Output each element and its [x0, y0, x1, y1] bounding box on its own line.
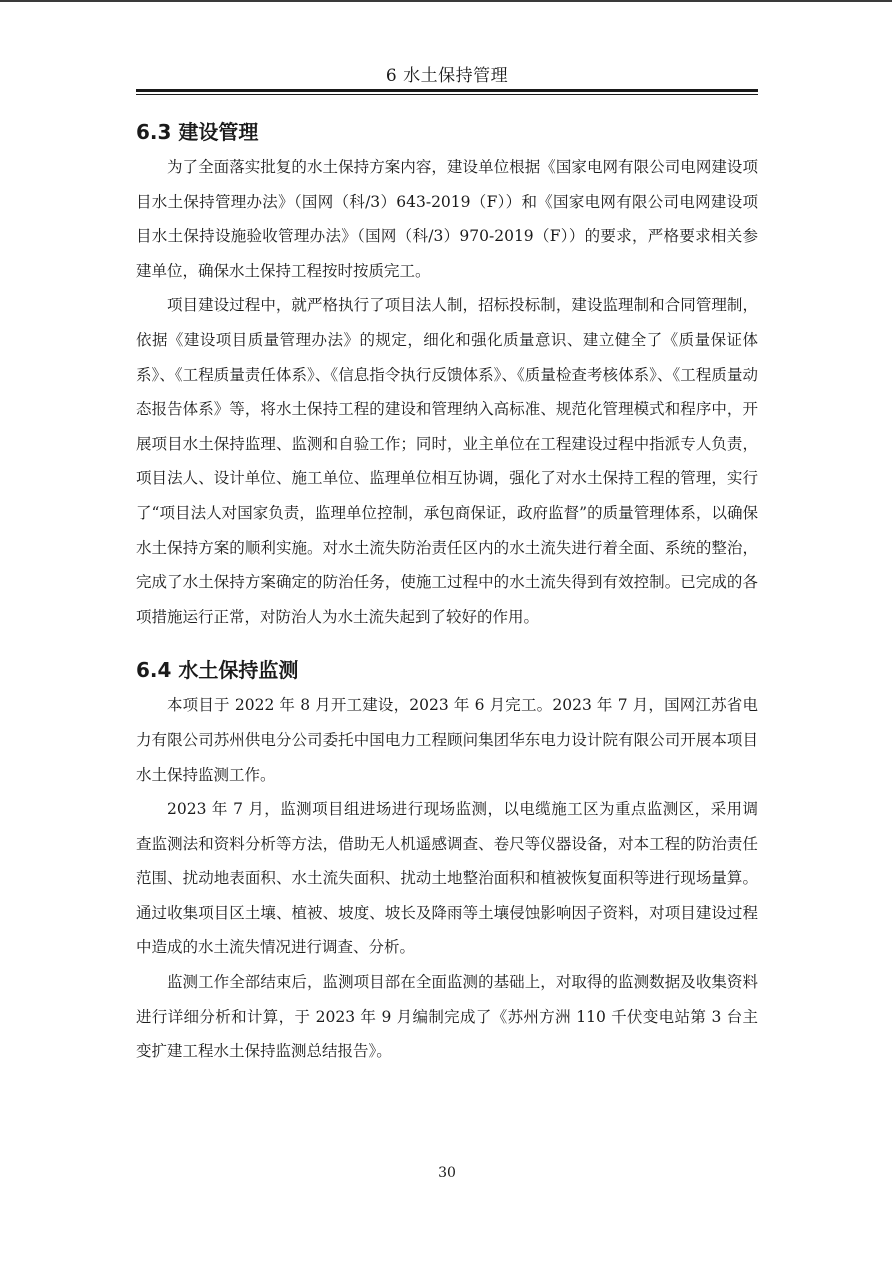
- paragraph-6-4-3: 监测工作全部结束后，监测项目部在全面监测的基础上，对取得的监测数据及收集资料进行详细分析和计算，于 2023 年 9 月编制完成了《苏州方洲 110 千伏变电站第 3 台主变扩建工程水土保持监测总结报告》。: [136, 973, 758, 1061]
- paragraph-6-3-2: 项目建设过程中，就严格执行了项目法人制，招标投标制，建设监理制和合同管理制，依据《建设项目质量管理办法》的规定，细化和强化质量意识、建立健全了《质量保证体系》、《工程质量责任体系》、《信息指令执行反馈体系》、《质量检查考核体系》、《工程质量动态报告体系》等，将水土保持工程的建设和管理纳入高标准、规范化管理模式和程序中，开展项目水土保持监理、监测和自验工作；同时，业主单位在工程建设过程中指派专人负责，项目法人、设计单位、施工单位、监理单位相互协调，强化了对水土保持工程的管理，实行了“项目法人对国家负责，监理单位控制，承包商保证，政府监督”的质量管理体系，以确保水土保持方案的顺利实施。对水土流失防治责任区内的水土流失进行着全面、系统的整治，完成了水土保持方案确定的防治任务，使施工过程中的水土流失得到有效控制。已完成的各项措施运行正常，对防治人为水土流失起到了较好的作用。: [136, 296, 758, 626]
- header-rule-thick: [136, 89, 758, 92]
- header-rule-thin: [136, 94, 758, 95]
- paragraph-6-3-1: 为了全面落实批复的水土保持方案内容，建设单位根据《国家电网有限公司电网建设项目水土保持管理办法》（国网（科/3）643-2019（F））和《国家电网有限公司电网建设项目水土保持设施验收管理办法》（国网（科/3）970-2019（F））的要求，严格要求相关参建单位，确保水土保持工程按时按质完工。: [136, 158, 758, 280]
- section-spacer: [136, 634, 758, 652]
- page-top-edge: [0, 0, 892, 2]
- paragraph-6-4-2: 2023 年 7 月，监测项目组进场进行现场监测，以电缆施工区为重点监测区，采用调查监测法和资料分析等方法，借助无人机遥感调查、卷尺等仪器设备，对本工程的防治责任范围、扰动地表面积、水土流失面积、扰动土地整治面积和植被恢复面积等进行现场量算。通过收集项目区土壤、植被、坡度、坡长及降雨等土壤侵蚀影响因子资料，对项目建设过程中造成的水土流失情况进行调查、分析。: [136, 800, 758, 957]
- page-number: 30: [438, 1165, 456, 1181]
- paragraph-6-4-1: 本项目于 2022 年 8 月开工建设，2023 年 6 月完工。2023 年 7 月，国网江苏省电力有限公司苏州供电分公司委托中国电力工程顾问集团华东电力设计院有限公司开展本项目水土保持监测工作。: [136, 696, 758, 784]
- page-body: [136, 114, 758, 1069]
- section-heading-6-3: 6.3 建设管理: [136, 120, 259, 144]
- running-header: 6 水土保持管理: [385, 66, 509, 86]
- section-heading-6-4: 6.4 水土保持监测: [136, 658, 299, 683]
